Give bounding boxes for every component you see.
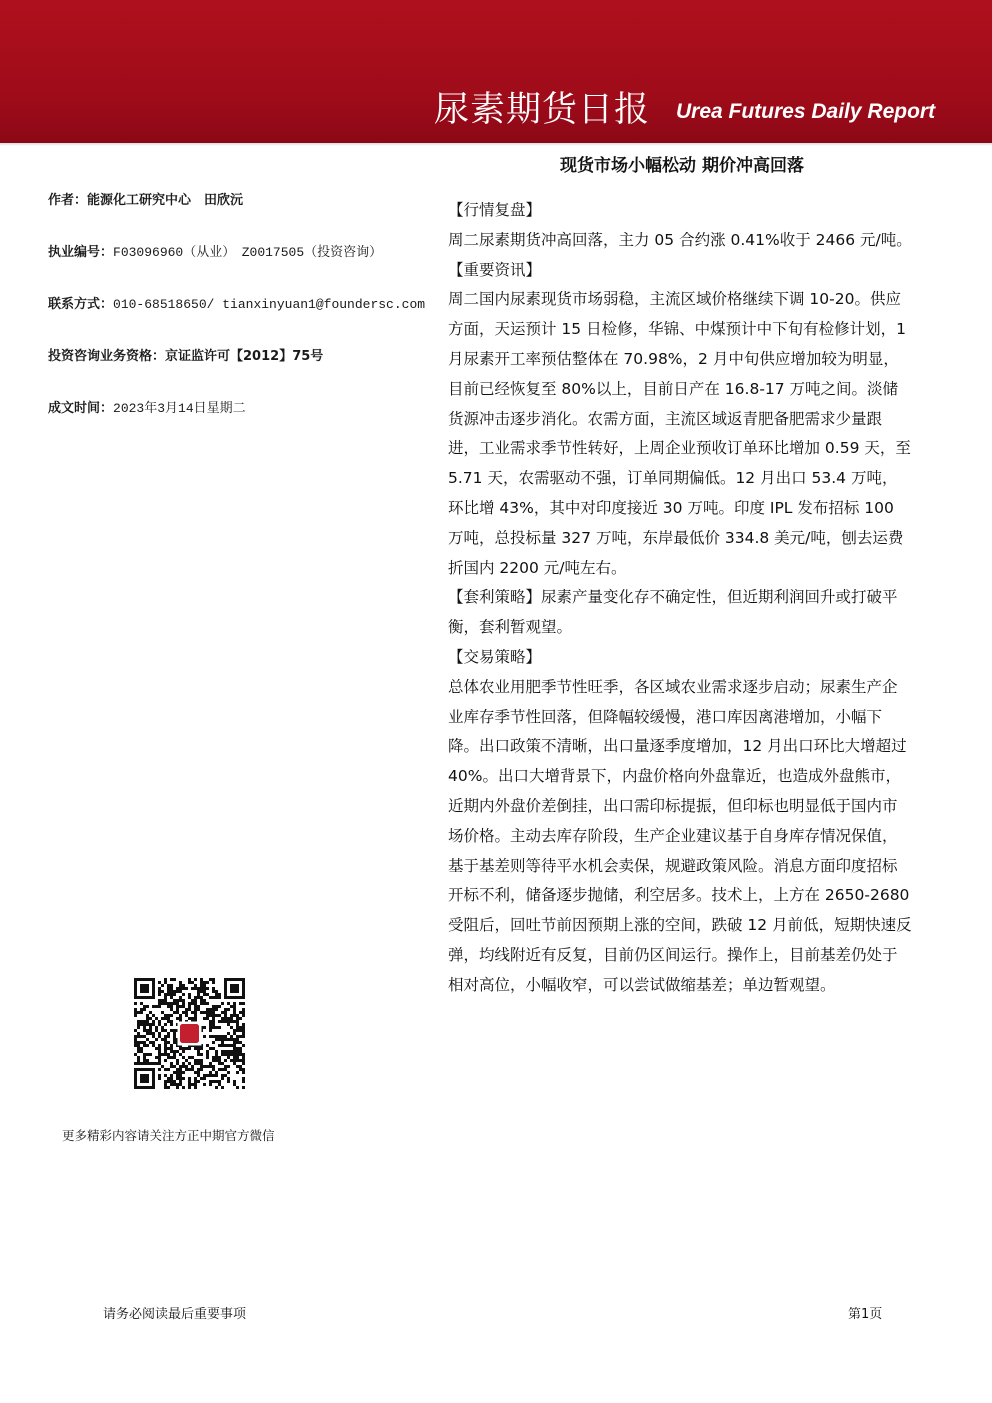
news-heading: 【重要资讯】 xyxy=(448,260,542,279)
license-label: 执业编号： xyxy=(48,245,114,260)
arbitrage-text: 尿素产量变化存不确定性，但近期利润回升或打破平衡，套利暂观望。 xyxy=(448,588,898,637)
arbitrage-paragraph xyxy=(448,583,912,643)
header-divider xyxy=(0,143,992,146)
footer-notice: 请务必阅读最后重要事项 xyxy=(103,1307,247,1322)
author-label: 作者： xyxy=(48,193,88,208)
author-line xyxy=(48,192,243,210)
report-body xyxy=(448,196,912,1001)
qr-logo-icon xyxy=(180,1024,199,1043)
license-line xyxy=(48,244,382,262)
date-value: 2023年3月14日星期二 xyxy=(113,401,246,416)
news-text: 周二国内尿素现货市场弱稳，主流区域价格继续下调 10-20。供应方面，天运预计 15 日检修，华锦、中煤预计中下旬有检修计划，1 月尿素开工率预估整体在 70.98%，2 月中旬供应增加较为明显，目前已经恢复至 80%以上，目前日产在 16.8-17 万吨之间。淡储货源冲击逐步消化。农需方面，主流区域返青肥备肥需求少量跟进，工业需求季节性转好，上周企业预收订单环比增加 0.59 天，至 5.71 天，农需驱动不强，订单同期偏低。12 月出口 53.4 万吨，环比增 43%，其中对印度接近 30 万吨。印度 IPL 发布招标 100 万吨，总投标量 327 万吨，东岸最低价 334.8 美元/吨，刨去运费折国内 2200 元/吨左右。 xyxy=(448,290,911,577)
page-number: 第1页 xyxy=(848,1307,883,1322)
report-title-cn: 尿素期货日报 xyxy=(434,90,651,130)
report-title-en: Urea Futures Daily Report xyxy=(676,100,936,123)
date-label: 成文时间： xyxy=(48,401,114,416)
arbitrage-heading: 【套利策略】 xyxy=(448,588,542,607)
author-value: 能源化工研究中心 田欣沅 xyxy=(87,193,244,208)
wechat-qr-code xyxy=(134,978,245,1089)
contact-line xyxy=(48,296,425,314)
report-headline: 现货市场小幅松动 期价冲高回落 xyxy=(560,156,804,176)
qualification-line xyxy=(48,348,323,366)
contact-label: 联系方式： xyxy=(48,297,114,312)
qr-caption: 更多精彩内容请关注方正中期官方微信 xyxy=(62,1128,275,1143)
market-review-heading: 【行情复盘】 xyxy=(448,201,542,219)
contact-value: 010-68518650/ tianxinyuan1@foundersc.com xyxy=(113,297,426,312)
trading-text: 总体农业用肥季节性旺季，各区域农业需求逐步启动；尿素生产企业库存季节性回落，但降幅较缓慢，港口库因离港增加，小幅下降。出口政策不清晰，出口量逐季度增加，12 月出口环比大增超过 40%。出口大增背景下，内盘价格向外盘靠近，也造成外盘熊市，近期内外盘价差倒挂，出口需印标提振，但印标也明显低于国内市场价格。主动去库存阶段，生产企业建议基于自身库存情况保值，基于基差则等待平水机会卖保，规避政策风险。消息方面印度招标开标不利，储备逐步抛储，利空居多。技术上，上方在 2650-2680 受阻后，回吐节前因预期上涨的空间，跌破 12 月前低，短期快速反弹，均线附近有反复，目前仍区间运行。操作上，目前基差仍处于相对高位，小幅收窄，可以尝试做缩基差；单边暂观望。 xyxy=(448,677,912,994)
date-line xyxy=(48,400,246,418)
qualification-label: 投资咨询业务资格： xyxy=(48,349,166,364)
qualification-value: 京证监许可【2012】75号 xyxy=(165,349,324,364)
license-value: F03096960（从业） Z0017505（投资咨询） xyxy=(113,245,383,260)
market-review-text: 周二尿素期货冲高回落，主力 05 合约涨 0.41%收于 2466 元/吨。 xyxy=(448,230,912,249)
trading-heading: 【交易策略】 xyxy=(448,647,542,666)
